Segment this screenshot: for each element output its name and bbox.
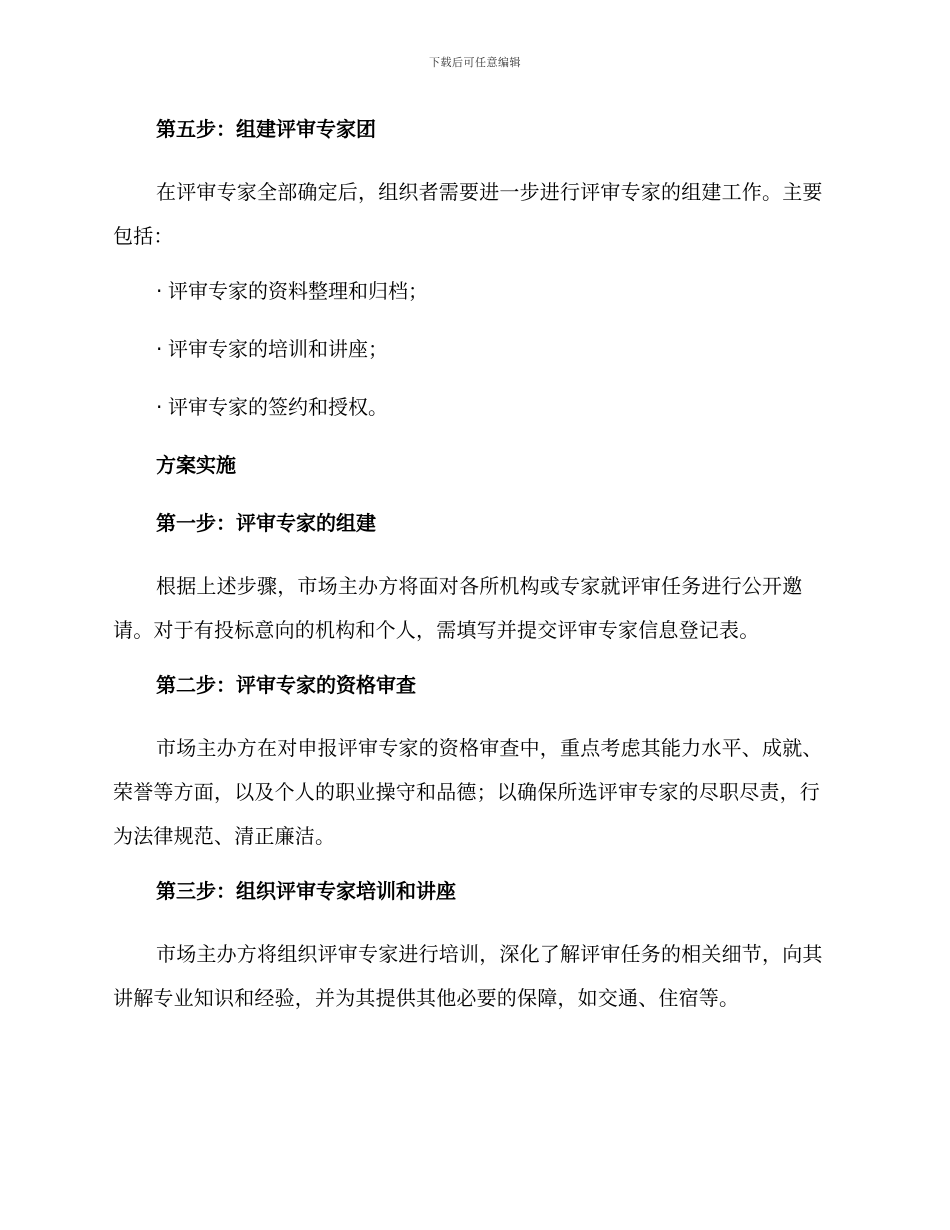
list-item (113, 390, 833, 424)
section-heading: 方案实施 (156, 453, 236, 477)
list-item (113, 274, 833, 308)
step2-heading: 第二步：评审专家的资格审查 (156, 673, 416, 697)
list-item-text: 评审专家的培训和讲座； (168, 337, 388, 361)
list-item (113, 332, 833, 366)
step5-heading: 第五步：组建评审专家团 (156, 117, 376, 141)
step1-paragraph: 根据上述步骤，市场主办方将面对各所机构或专家就评审任务进行公开邀请。对于有投标意向的机构和个人，需填写并提交评审专家信息登记表。 (113, 574, 803, 642)
step3-paragraph: 市场主办方将组织评审专家进行培训，深化了解评审任务的相关细节，向其讲解专业知识和经验，并为其提供其他必要的保障，如交通、住宿等。 (113, 942, 823, 1010)
bullet-marker: · (156, 279, 163, 303)
bullet-marker: · (156, 337, 163, 361)
step5-paragraph: 在评审专家全部确定后，组织者需要进一步进行评审专家的组建工作。主要包括： (113, 180, 823, 248)
bullet-marker: · (156, 395, 163, 419)
list-item-text: 评审专家的资料整理和归档； (168, 279, 428, 303)
list-item-text: 评审专家的签约和授权。 (168, 395, 388, 419)
document-body (113, 112, 833, 1036)
step2-paragraph: 市场主办方在对申报评审专家的资格审查中，重点考虑其能力水平、成就、荣誉等方面，以及个人的职业操守和品德；以确保所选评审专家的尽职尽责，行为法律规范、清正廉洁。 (113, 736, 823, 848)
step3-heading: 第三步：组织评审专家培训和讲座 (156, 879, 456, 903)
header-note: 下载后可任意编辑 (429, 56, 521, 69)
step1-heading: 第一步：评审专家的组建 (156, 511, 376, 535)
